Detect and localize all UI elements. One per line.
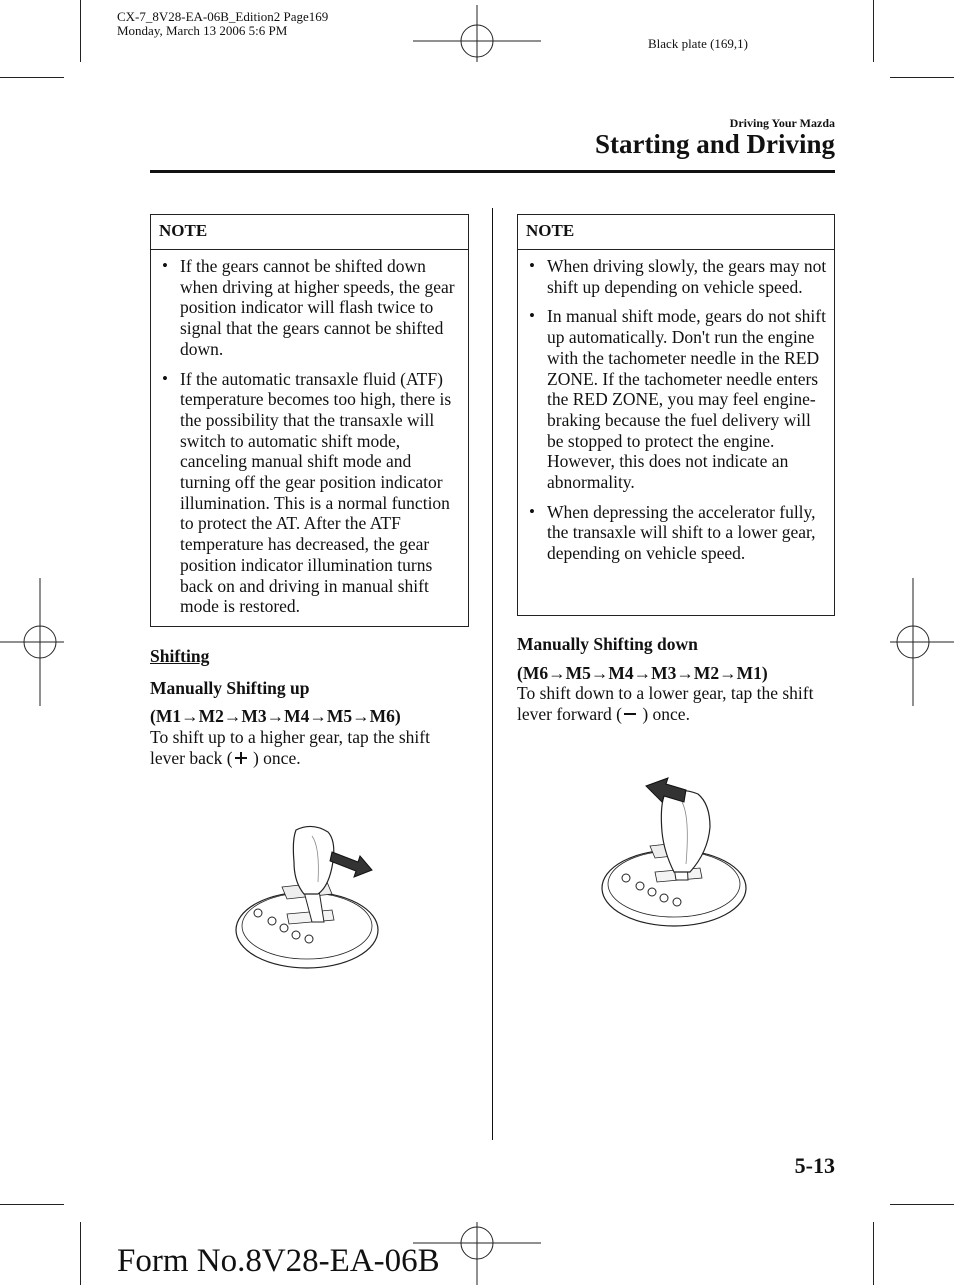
print-date-line: Monday, March 13 2006 5:6 PM — [117, 23, 288, 38]
shift-up-text: To shift up to a higher gear, tap the shift lever back ( ) once. — [150, 727, 430, 768]
page-title: Starting and Driving — [594, 129, 835, 159]
title-rule — [150, 170, 835, 173]
bullet: • — [529, 501, 535, 521]
list-item: • In manual shift mode, gears do not shift up automatically. Don't run the engine with the tachometer needle in the RED ZONE. If the tachometer needle enters the RED ZONE, you may feel engine-braking because the fuel delivery will be stopped to protect the engine. However, this does not indicate an abnormality. — [529, 306, 826, 493]
list-item: • When depressing the accelerator fully, the transaxle will shift to a lower gear, depending on vehicle speed. — [529, 501, 816, 564]
list-item: • If the automatic transaxle fluid (ATF) temperature becomes too high, there is the possibility that the transaxle will switch to automatic shift mode, canceling manual shift mode and turning off the gear position indicator illumination. This is a normal function to protect the AT. After the ATF temperature has decreased, the gear position indicator illumination turns back on and driving in manual shift mode is restored. — [162, 368, 452, 617]
plus-icon — [233, 749, 249, 763]
list-item: • If the gears cannot be shifted down when driving at higher speeds, the gear position indicator will flash twice to signal that the gears cannot be shifted down. — [162, 256, 455, 359]
chapter-label: Driving Your Mazda — [729, 116, 835, 130]
minus-icon — [622, 705, 638, 719]
shift-lever-down-illustration — [598, 772, 750, 932]
page-number: 5-13 — [794, 1153, 835, 1178]
shift-up-sequence: (M1→M2→M3→M4→M5→M6) — [150, 706, 401, 726]
note-heading: NOTE — [518, 215, 834, 250]
shift-down-sequence: (M6→M5→M4→M3→M2→M1) — [517, 663, 768, 683]
bullet: • — [162, 256, 168, 275]
bullet: • — [162, 368, 168, 388]
shift-down-text: To shift down to a lower gear, tap the shift lever forward ( ) once. — [517, 683, 814, 724]
plate-label: Black plate (169,1) — [648, 36, 748, 51]
column-divider — [492, 208, 493, 1140]
print-job-line: CX-7_8V28-EA-06B_Edition2 Page169 — [117, 9, 329, 24]
bullet: • — [529, 256, 535, 275]
shift-up-title: Manually Shifting up — [150, 678, 310, 698]
shift-lever-up-illustration — [232, 822, 382, 972]
list-item: • When driving slowly, the gears may not shift up depending on vehicle speed. — [529, 256, 827, 297]
note-heading: NOTE — [151, 215, 468, 250]
bullet: • — [529, 306, 535, 326]
left-note-box — [150, 214, 469, 627]
shift-down-title: Manually Shifting down — [517, 634, 698, 654]
form-number: Form No.8V28-EA-06B — [117, 1243, 440, 1279]
right-note-box — [517, 214, 835, 616]
shifting-heading: Shifting — [150, 646, 210, 666]
